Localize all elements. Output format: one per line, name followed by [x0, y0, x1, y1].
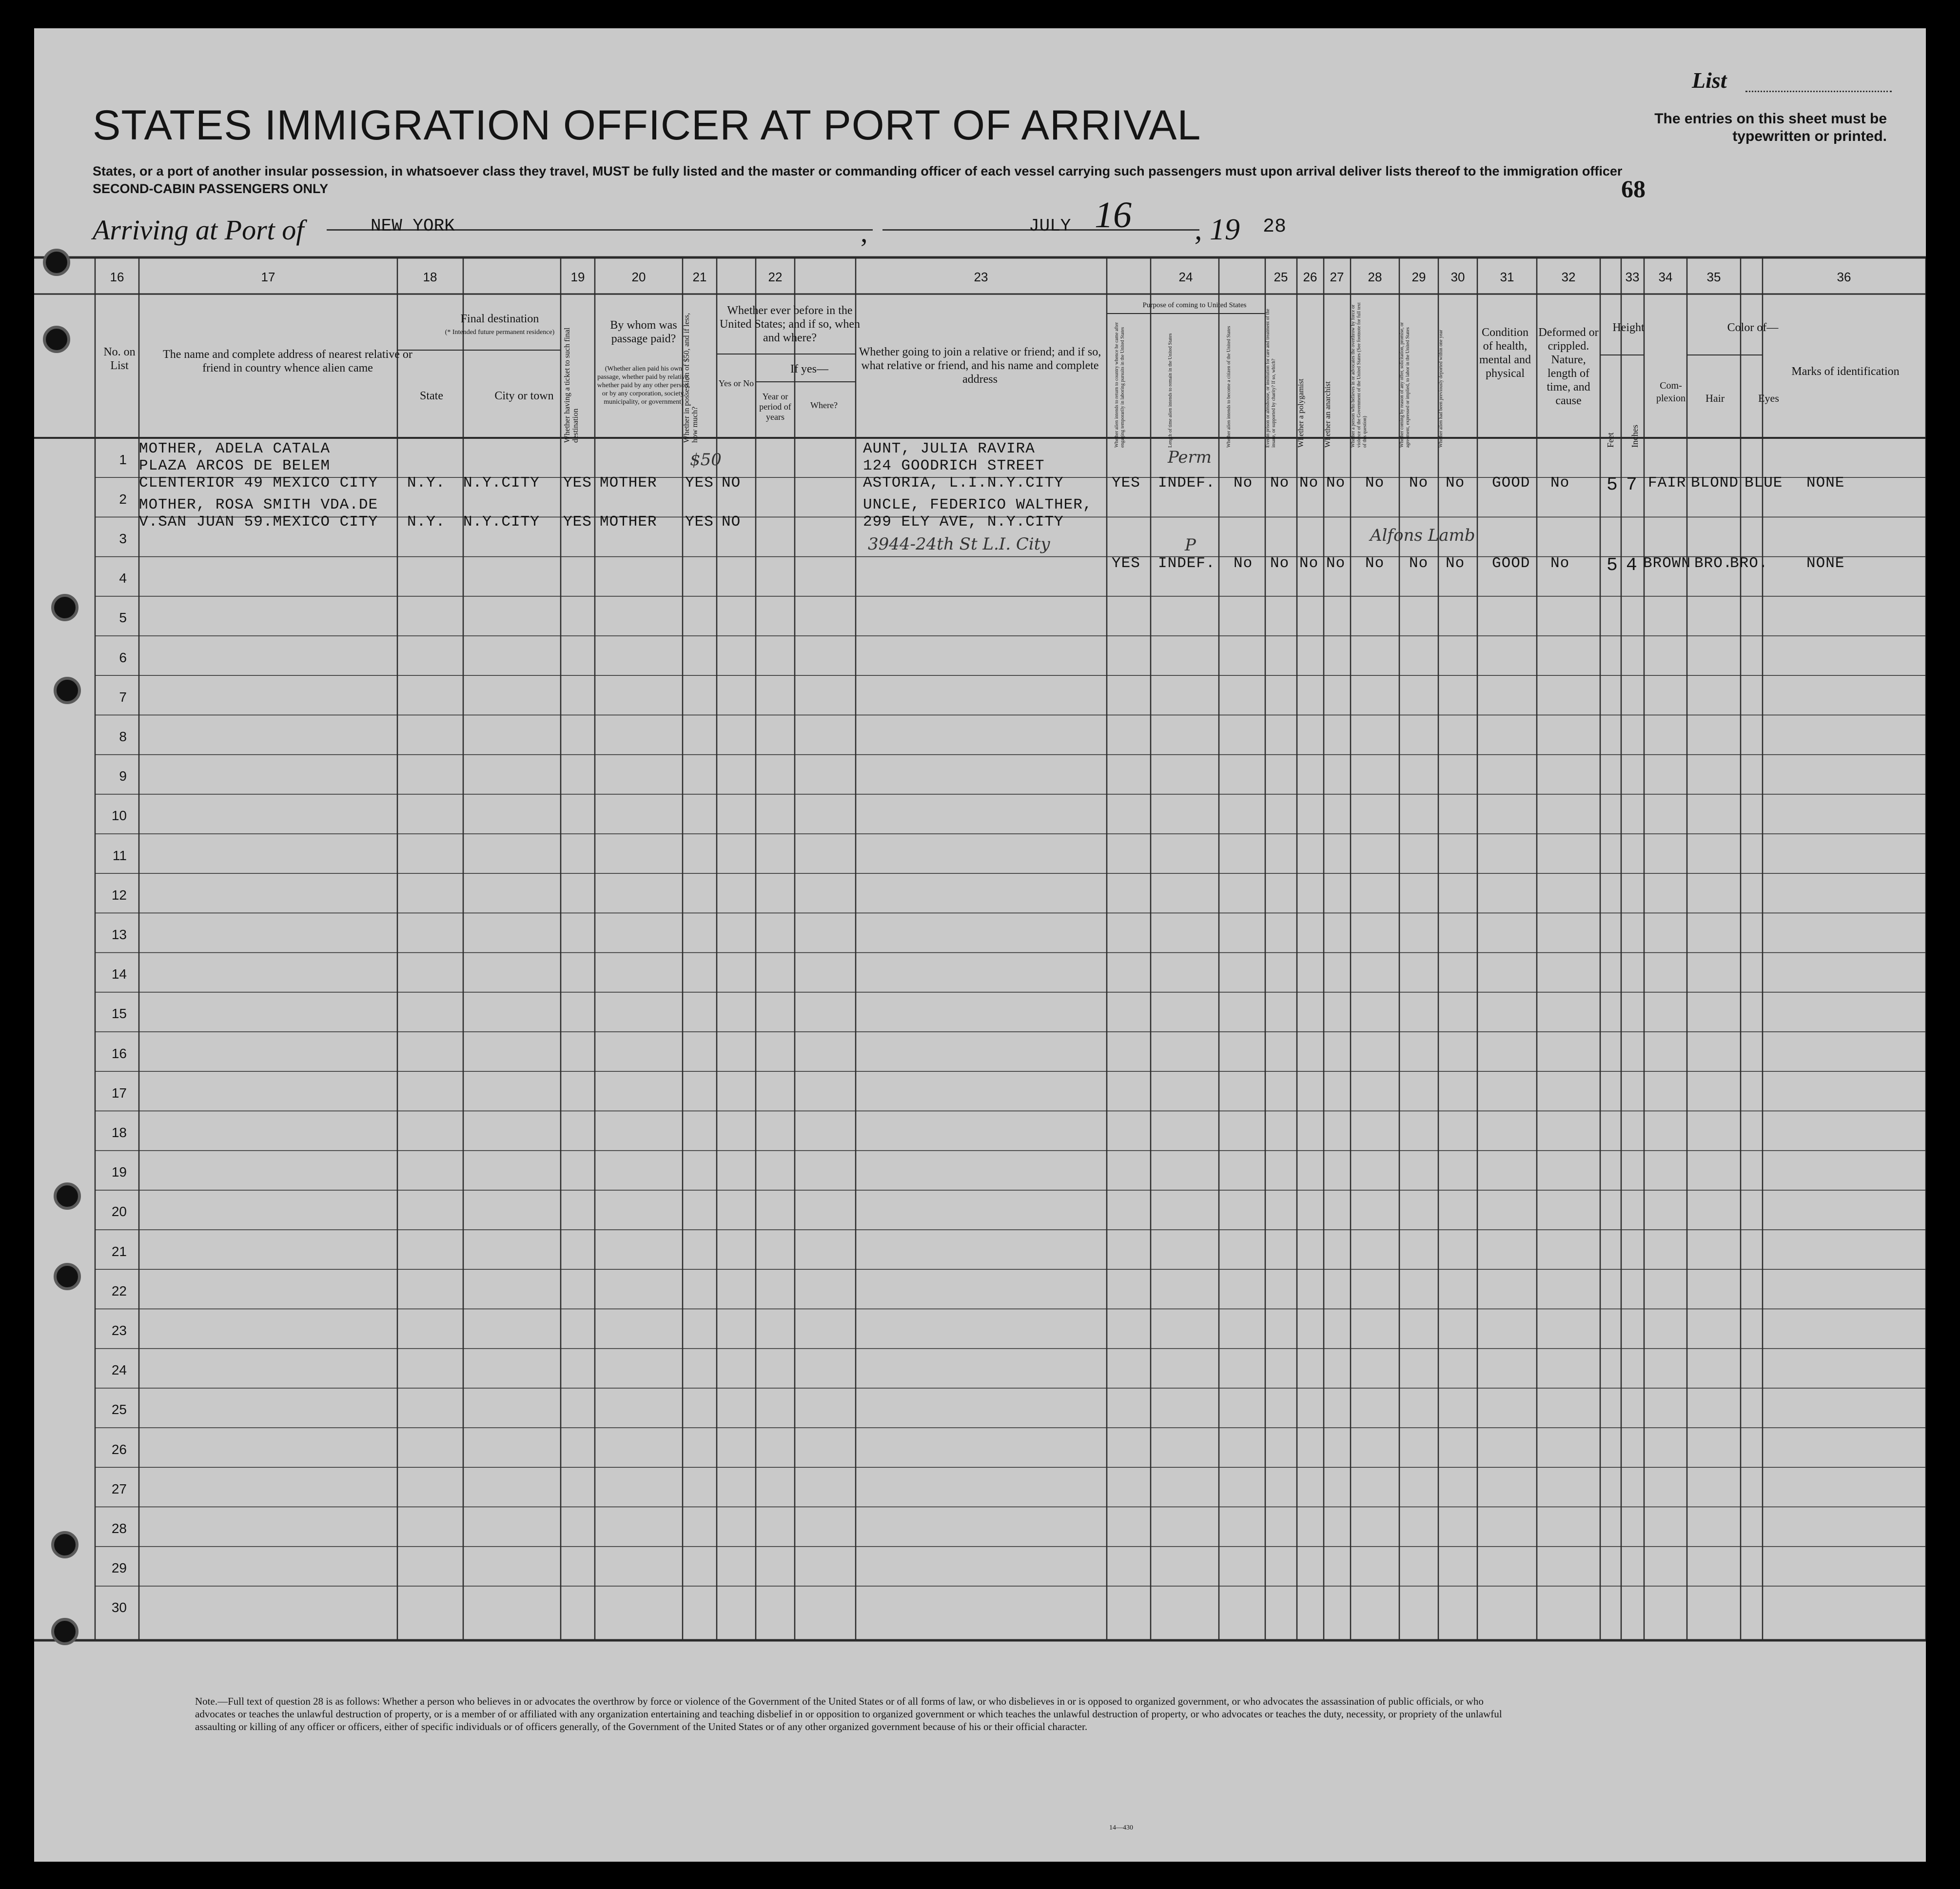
row-number: 1 — [119, 452, 127, 467]
subtitle-line-1: States, or a port of another insular possession, in whatsoever class they travel, MUST be fully listed and the master or commanding officer of each vessel carrying such passengers must upon arrival deliver lists thereof to the immigration officer — [93, 164, 1623, 178]
column-number-27: 27 — [1330, 270, 1344, 284]
entry1-q30: No — [1446, 474, 1465, 492]
entry2-hair: BRO. — [1694, 555, 1733, 572]
entry2-prison: No — [1270, 555, 1290, 572]
entry2-relative-line2: V.SAN JUAN 59.MEXICO CITY — [139, 513, 378, 531]
column-number-26: 26 — [1303, 270, 1317, 284]
entry2-joining-line2: 299 ELY AVE, N.Y.CITY — [863, 513, 1064, 531]
binder-hole — [54, 677, 81, 704]
entry2-health: GOOD — [1492, 555, 1530, 572]
row-number: 29 — [111, 1560, 127, 1576]
col32-header: Deformed or crippled. Nature, length of time, and cause — [1538, 326, 1599, 407]
row-number: 10 — [111, 808, 127, 824]
entry2-before-in-us: NO — [722, 513, 741, 531]
entry2-inches: 4 — [1626, 555, 1638, 576]
col20-note: (Whether alien paid his own passage, whether paid by relative, whether paid by any other person, or by any corporation, society, municipality, or government) — [597, 365, 690, 406]
entry1-relative-line3: CLENTERIOR 49 MEXICO CITY — [139, 474, 378, 492]
row-number: 20 — [111, 1204, 127, 1220]
column-number-22: 22 — [768, 270, 783, 284]
column-number-20: 20 — [631, 270, 646, 284]
entry2-joining-handwritten: 3944-24th St L.I. City — [868, 534, 1050, 554]
row-number: 21 — [111, 1243, 127, 1259]
entry2-feet: 5 — [1607, 555, 1618, 576]
col33-feet: Feet — [1606, 433, 1615, 448]
entry1-ticket: YES — [563, 474, 592, 492]
column-number-19: 19 — [570, 270, 585, 284]
entry2-anarchist: No — [1326, 555, 1346, 572]
list-label: List — [1692, 68, 1727, 93]
entry2-joining-line1: UNCLE, FEDERICO WALTHER, — [863, 496, 1093, 513]
entry1-money: YES — [685, 474, 714, 492]
col20-header: By whom was passage paid? — [610, 319, 677, 345]
entry1-health: GOOD — [1492, 474, 1530, 492]
binder-hole — [43, 326, 70, 353]
col22-year: Year or period of years — [759, 392, 791, 422]
entry1-feet: 5 — [1607, 474, 1618, 495]
entry1-joining-line2: 124 GOODRICH STREET — [863, 457, 1045, 474]
entry2-ticket: YES — [563, 513, 592, 531]
column-number-17: 17 — [261, 270, 275, 284]
binder-hole — [51, 1618, 78, 1645]
row-number: 27 — [111, 1481, 127, 1496]
col22-title: Whether ever before in the United States; and if so, when and where? — [720, 304, 860, 344]
row-number: 5 — [119, 610, 127, 626]
arrival-month: JULY — [1029, 216, 1071, 236]
entry2-return: YES — [1112, 555, 1140, 572]
entry1-complexion: FAIR — [1648, 474, 1686, 492]
entry1-paid-by: MOTHER — [600, 474, 657, 492]
col36-header: Marks of identification — [1791, 365, 1900, 378]
row-number: 9 — [119, 768, 127, 784]
port-value: NEW YORK — [371, 216, 455, 236]
entry2-marks: NONE — [1806, 555, 1845, 572]
entry2-q29: No — [1409, 555, 1429, 572]
page-title: STATES IMMIGRATION OFFICER AT PORT OF ARRIVAL — [93, 102, 1201, 149]
arriving-label: Arriving at Port of — [93, 214, 304, 246]
entry1-polygamist: No — [1299, 474, 1319, 492]
entry1-return: YES — [1112, 474, 1140, 492]
col33-inches: Inches — [1630, 425, 1640, 448]
col18-note: (* Intended future permanent residence) — [445, 329, 555, 336]
column-number-34: 34 — [1658, 270, 1673, 284]
row-number: 24 — [111, 1362, 127, 1378]
row-number: 2 — [119, 491, 127, 507]
col35-title: Color of— — [1727, 321, 1779, 334]
entry2-state: N.Y. — [407, 513, 446, 531]
col30-header: Whether alien had been previously deported within one year — [1438, 330, 1444, 448]
col29-header: Whether coming by reason of any offer, solicitation, promise, or agreement, expressed or implied, to labor in the United States — [1399, 322, 1411, 448]
binder-hole — [54, 1263, 81, 1290]
col26-header: Whether a polygamist — [1297, 378, 1305, 448]
col18-title: Final destination — [460, 313, 539, 325]
col28-header: Whether a person who believes in or advocates the overthrow by force or violence of the Government of the United States (See footnote for full text of this question) — [1351, 302, 1368, 448]
arrival-year-prefix: , 19 — [1195, 213, 1240, 246]
entry1-city: N.Y.CITY — [463, 474, 540, 492]
row-number: 25 — [111, 1402, 127, 1417]
row-number: 14 — [111, 966, 127, 982]
entry1-q29: No — [1409, 474, 1429, 492]
col18-city: City or town — [494, 390, 554, 402]
col17-header: The name and complete address of nearest relative or friend in country whence alien came — [163, 348, 412, 374]
sheet-number: 68 — [1621, 175, 1646, 202]
entry1-deformed: No — [1550, 474, 1570, 492]
entry2-deformed: No — [1550, 555, 1570, 572]
entry1-inches: 7 — [1626, 474, 1638, 495]
col24a-header: Whether alien intends to return to country whence he came after engaging temporarily in laboring pursuits in the United States — [1114, 322, 1125, 448]
entry1-length-handwritten: Perm — [1168, 448, 1212, 467]
binder-hole — [43, 249, 70, 276]
col21-header: Whether in possession of $50, and if less, how much? — [683, 313, 699, 443]
col27-header: Whether an anarchist — [1324, 381, 1332, 448]
col24b-header: Length of time alien intends to remain in the United States — [1168, 333, 1173, 448]
entry2-paid-by: MOTHER — [600, 513, 657, 531]
entry1-citizen: No — [1234, 474, 1253, 492]
column-number-30: 30 — [1450, 270, 1465, 284]
col24-title: Purpose of coming to United States — [1142, 301, 1247, 309]
manifest-sheet — [34, 28, 1926, 1862]
entry1-prison: No — [1270, 474, 1290, 492]
entry1-marks: NONE — [1806, 474, 1845, 492]
row-number: 17 — [111, 1085, 127, 1101]
entry2-length: INDEF. — [1158, 555, 1215, 572]
column-number-25: 25 — [1274, 270, 1288, 284]
col35-eyes: Eyes — [1758, 392, 1779, 404]
entry1-relative-line2: PLAZA ARCOS DE BELEM — [139, 457, 331, 474]
entry2-eyes: BRO. — [1730, 555, 1768, 572]
row-number: 16 — [111, 1045, 127, 1061]
col34-header: Com-plexion — [1656, 380, 1686, 404]
entry2-citizen: No — [1234, 555, 1253, 572]
column-number-16: 16 — [110, 270, 124, 284]
entry2-money: YES — [685, 513, 714, 531]
col22-ifyes: If yes— — [790, 363, 828, 375]
col35-hair: Hair — [1705, 392, 1725, 404]
col23-header: Whether going to join a relative or friend; and if so, what relative or friend, and his name and complete address — [859, 346, 1101, 386]
entry1-eyes: BLUE — [1744, 474, 1783, 492]
row-number: 15 — [111, 1006, 127, 1022]
entry1-before-in-us: NO — [722, 474, 741, 492]
row-number: 11 — [112, 847, 127, 863]
entry1-length: INDEF. — [1158, 474, 1215, 492]
typewritten-notice: The entries on this sheet must be typewritten or printed. — [1654, 111, 1887, 144]
row-number: 7 — [119, 689, 127, 705]
col16-header: No. on List — [103, 346, 136, 372]
row-number: 19 — [111, 1164, 127, 1180]
entry1-joining-line3: ASTORIA, L.I.N.Y.CITY — [863, 474, 1064, 492]
arrival-year-suffix: 28 — [1263, 216, 1287, 238]
row-number: 26 — [111, 1441, 127, 1457]
arrival-day: 16 — [1095, 195, 1132, 236]
binder-hole — [54, 1182, 81, 1210]
table-grid — [34, 28, 1926, 1862]
entry2-complexion: BROWN — [1643, 555, 1691, 572]
entry2-relative-line1: MOTHER, ROSA SMITH VDA.DE — [139, 496, 378, 513]
port-comma: , — [861, 216, 868, 248]
subtitle-line-2: SECOND-CABIN PASSENGERS ONLY — [93, 181, 329, 196]
column-number-35: 35 — [1706, 270, 1721, 284]
row-number: 3 — [119, 531, 127, 547]
col19-header: Whether having a ticket to such final destination — [563, 327, 580, 443]
column-number-21: 21 — [692, 270, 707, 284]
col31-header: Condition of health, mental and physical — [1479, 326, 1531, 380]
entry2-length-handwritten: P — [1185, 535, 1196, 555]
column-number-28: 28 — [1368, 270, 1382, 284]
entry2-q28-handwritten: Alfons Lamb — [1370, 526, 1475, 545]
footnote-q28: Note.—Full text of question 28 is as follows: Whether a person who believes in or advocates the overthrow by force or violence of the Government of the United States or of all forms of law, or who disbelieves in or is opposed to organized government, or who advocates the assassination of public officials, or who advocates or teaches the unlawful destruction of property, or is a member of or affiliated with any organization entertaining and teaching disbelief in or opposition to organized government or which teaches the unlawful destruction of property, or who advocates or teaches the duty, necessity, or propriety of the unlawful assaulting or killing of any officer or officers, either of specific individuals or of officers generally, of the Government of the United States or of any other organized government because of his or their official character. — [195, 1695, 1502, 1732]
entry1-joining-line1: AUNT, JULIA RAVIRA — [863, 440, 1035, 457]
row-number: 4 — [119, 571, 127, 586]
column-number-31: 31 — [1500, 270, 1514, 284]
row-number: 12 — [111, 887, 127, 903]
entry1-q28: No — [1365, 474, 1385, 492]
col33-title: Height — [1612, 321, 1645, 334]
binder-hole — [51, 594, 78, 621]
entry1-state: N.Y. — [407, 474, 446, 492]
binder-hole — [51, 1531, 78, 1558]
entry1-money-handwritten: $50 — [690, 450, 722, 470]
row-number: 18 — [111, 1125, 127, 1141]
col22-where: Where? — [810, 400, 838, 410]
entry1-relative-line1: MOTHER, ADELA CATALA — [139, 440, 331, 457]
row-number: 8 — [119, 729, 127, 745]
entry2-q28: No — [1365, 555, 1385, 572]
column-number-33: 33 — [1625, 270, 1640, 284]
col22-yesno: Yes or No — [718, 378, 754, 388]
col24c-header: Whether alien intends to become a citizen of the United States — [1226, 326, 1232, 448]
col25-header: Ever in prison or almshouse, or institution for care and treatment of the insane, or supported by charity? If so, which? — [1265, 309, 1276, 448]
column-number-29: 29 — [1411, 270, 1426, 284]
column-number-24: 24 — [1178, 270, 1193, 284]
column-number-18: 18 — [423, 270, 437, 284]
column-number-23: 23 — [974, 270, 988, 284]
column-number-32: 32 — [1561, 270, 1576, 284]
col18-state: State — [420, 390, 443, 402]
entry1-anarchist: No — [1326, 474, 1346, 492]
form-number: 14—430 — [1109, 1824, 1133, 1831]
column-number-36: 36 — [1837, 270, 1851, 284]
row-number: 28 — [111, 1521, 127, 1536]
entry1-hair: BLOND — [1691, 474, 1739, 492]
row-number: 13 — [111, 927, 127, 943]
row-number: 23 — [111, 1323, 127, 1338]
entry2-polygamist: No — [1299, 555, 1319, 572]
entry2-city: N.Y.CITY — [463, 513, 540, 531]
row-number: 6 — [119, 649, 127, 665]
row-number: 30 — [111, 1600, 127, 1615]
row-number: 22 — [111, 1283, 127, 1299]
entry2-q30: No — [1446, 555, 1465, 572]
